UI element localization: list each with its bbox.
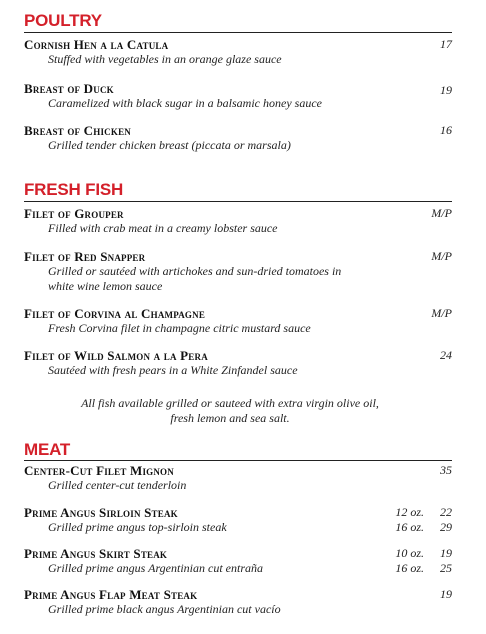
item-description: Grilled prime angus top-sirloin steak: [48, 520, 227, 534]
portion-size: 10 oz.: [395, 546, 424, 560]
portion-sizes: [395, 505, 424, 535]
section-title-meat: MEAT: [24, 440, 71, 459]
item-price: 16: [440, 123, 452, 137]
portion-size: 12 oz.: [395, 505, 424, 519]
item-price: 29: [440, 520, 452, 534]
item-price: 25: [440, 561, 452, 575]
menu-item: [24, 249, 452, 294]
item-price: 19: [440, 83, 452, 97]
item-name: Prime Angus Sirloin Steak: [24, 505, 178, 520]
section-divider: [24, 460, 452, 461]
portion-prices: [440, 505, 452, 535]
menu-item: [24, 37, 452, 67]
section-divider: [24, 201, 452, 202]
item-description: Caramelized with black sugar in a balsamic honey sauce: [48, 96, 322, 110]
fish-note-line-2: fresh lemon and sea salt.: [170, 411, 290, 425]
item-price: 19: [440, 546, 452, 560]
item-description-line-1: Grilled or sautéed with artichokes and sun-dried tomatoes in: [48, 264, 342, 278]
portion-size: 16 oz.: [395, 520, 424, 534]
item-price: M/P: [431, 206, 452, 220]
item-name: Prime Angus Flap Meat Steak: [24, 587, 198, 602]
item-price: M/P: [431, 306, 452, 320]
item-name: Filet of Red Snapper: [24, 249, 146, 264]
item-description: Sautéed with fresh pears in a White Zinfandel sauce: [48, 363, 298, 377]
item-description: Grilled tender chicken breast (piccata or marsala): [48, 138, 291, 152]
item-name: Breast of Chicken: [24, 123, 131, 138]
portion-prices: [440, 546, 452, 576]
item-price: M/P: [431, 249, 452, 263]
menu-item: [24, 306, 452, 336]
menu-item: [24, 546, 452, 576]
item-name: Filet of Grouper: [24, 206, 124, 221]
item-price: 35: [440, 463, 452, 477]
portion-size: 16 oz.: [395, 561, 424, 575]
portion-sizes: [395, 546, 424, 576]
item-description: Filled with crab meat in a creamy lobster sauce: [48, 221, 278, 235]
menu-item: [24, 505, 452, 535]
item-description: Grilled prime black angus Argentinian cut vacío: [48, 602, 281, 616]
item-description: Grilled prime angus Argentinian cut entraña: [48, 561, 263, 575]
section-divider: [24, 32, 452, 33]
item-price: 19: [440, 587, 452, 601]
section-title-poultry: POULTRY: [24, 11, 102, 30]
item-price: 17: [440, 37, 452, 51]
section-title-fresh-fish: FRESH FISH: [24, 180, 124, 199]
menu-item: [24, 123, 452, 153]
item-price: 22: [440, 505, 452, 519]
item-name: Prime Angus Skirt Steak: [24, 546, 168, 561]
item-name: Center-Cut Filet Mignon: [24, 463, 174, 478]
item-name: Filet of Wild Salmon a la Pera: [24, 348, 208, 363]
menu-item: [24, 206, 452, 236]
item-price: 24: [440, 348, 452, 362]
item-description-line-2: white wine lemon sauce: [48, 279, 163, 293]
fish-note-line-1: All fish available grilled or sauteed with extra virgin olive oil,: [81, 396, 379, 410]
menu-item: [24, 587, 452, 617]
item-name: Filet of Corvina al Champagne: [24, 306, 206, 321]
item-name: Cornish Hen a la Catula: [24, 37, 169, 52]
menu-item: [24, 81, 452, 111]
item-name: Breast of Duck: [24, 81, 114, 96]
menu-item: [24, 463, 452, 493]
item-description: Grilled center-cut tenderloin: [48, 478, 187, 492]
item-description: Fresh Corvina filet in champagne citric mustard sauce: [48, 321, 311, 335]
item-description: Stuffed with vegetables in an orange glaze sauce: [48, 52, 282, 66]
menu-item: [24, 348, 452, 378]
